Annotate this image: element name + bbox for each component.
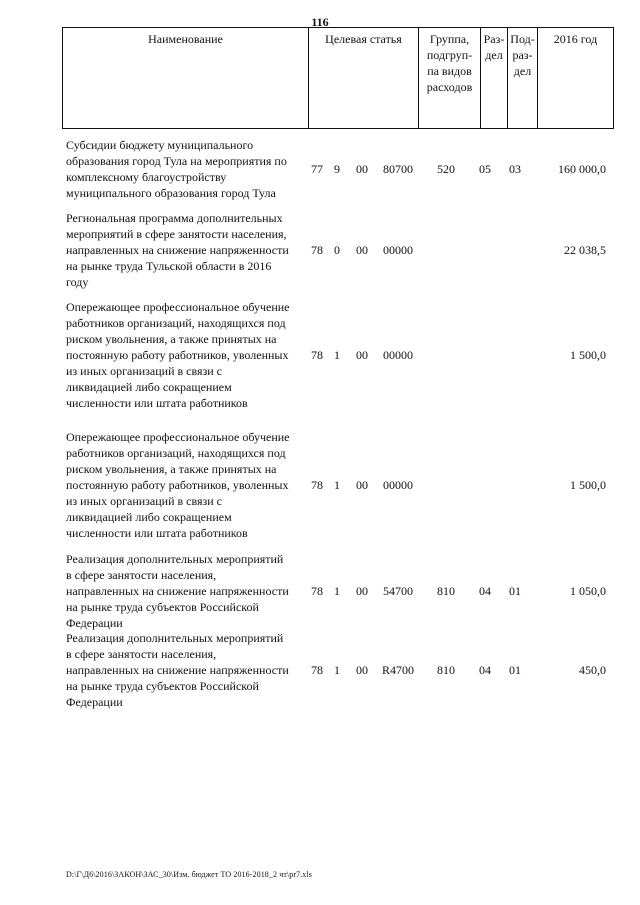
row-name-line: в сфере занятости населения, <box>66 647 217 661</box>
header-podrazdel-line: раз- <box>512 48 533 62</box>
row-amount: 1 050,0 <box>570 584 606 598</box>
row-code-c: 00 <box>356 663 368 677</box>
row-name <box>66 429 308 541</box>
header-razdel-line: Раз- <box>483 32 505 46</box>
row-name-line: направленных на снижение напряженности <box>66 584 289 598</box>
row-code-a: 77 <box>311 162 323 176</box>
row-name-line: направленных на снижение напряженности <box>66 243 289 257</box>
row-amount: 160 000,0 <box>558 162 606 176</box>
row-name-line: на рынке труда субъектов Российской <box>66 679 259 693</box>
row-name-line: риском увольнения, а также принятых на <box>66 332 277 346</box>
row-name-line: на рынке труда Тульской области в 2016 <box>66 259 272 273</box>
row-code-d: 80700 <box>383 162 413 176</box>
header-podrazdel-line: дел <box>513 64 532 78</box>
row-code-a: 78 <box>311 663 323 677</box>
row-name-line: постоянную работу работников, уволенных <box>66 348 289 362</box>
row-name-line: Региональная программа дополнительных <box>66 211 283 225</box>
row-code-a: 78 <box>311 243 323 257</box>
header-group-line: расходов <box>426 80 473 94</box>
row-code-c: 00 <box>356 243 368 257</box>
row-name <box>66 299 308 411</box>
row-code-a: 78 <box>311 584 323 598</box>
row-name-line: году <box>66 275 89 289</box>
row-name-line: постоянную работу работников, уволенных <box>66 478 289 492</box>
page-number: 116 <box>311 15 329 29</box>
row-name-line: ликвидацией либо сокращением <box>66 510 232 524</box>
row-name-line: Субсидии бюджету муниципального <box>66 138 254 152</box>
row-code-d: R4700 <box>381 663 414 677</box>
row-name-line: Опережающее профессиональное обучение <box>66 300 290 314</box>
header-name: Наименование <box>63 28 309 129</box>
row-code-b: 0 <box>334 243 340 257</box>
header-podrazdel <box>508 28 538 129</box>
file-path-footer: D:\Г\Д6\2016\ЗАКОН\ЗАС_30\Изм. бюджет ТО 2016-2018_2 чт\pr7.xls <box>66 870 312 879</box>
row-name-line: образования город Тула на мероприятия по <box>66 154 287 168</box>
row-podrazdel: 01 <box>509 663 521 677</box>
row-code-a: 78 <box>311 478 323 492</box>
row-code-d: 00000 <box>383 478 413 492</box>
header-year: 2016 год <box>538 28 614 129</box>
row-name-line: Реализация дополнительных мероприятий <box>66 631 284 645</box>
header-group <box>419 28 481 129</box>
row-name-line: на рынке труда субъектов Российской <box>66 600 259 614</box>
table-header <box>62 27 613 129</box>
row-name <box>66 137 308 201</box>
row-name-line: Реализация дополнительных мероприятий <box>66 552 284 566</box>
header-razdel <box>481 28 508 129</box>
row-name <box>66 630 308 710</box>
row-code-c: 00 <box>356 478 368 492</box>
row-code-b: 1 <box>334 478 340 492</box>
row-code-b: 9 <box>334 162 340 176</box>
row-amount: 1 500,0 <box>570 478 606 492</box>
row-name-line: направленных на снижение напряженности <box>66 663 289 677</box>
row-code-c: 00 <box>356 584 368 598</box>
row-name-line: риском увольнения, а также принятых на <box>66 462 277 476</box>
header-group-line: па видов <box>427 64 472 78</box>
row-name-line: работников организаций, находящихся под <box>66 446 286 460</box>
header-group-line: Группа, <box>429 32 470 46</box>
row-amount: 450,0 <box>579 663 606 677</box>
header-razdel-line: дел <box>485 48 503 62</box>
row-code-a: 78 <box>311 348 323 362</box>
row-podrazdel: 01 <box>509 584 521 598</box>
row-group: 520 <box>437 162 455 176</box>
row-name-line: мероприятий в сфере занятости населения, <box>66 227 287 241</box>
row-name-line: численности или штата работников <box>66 396 248 410</box>
row-code-d: 00000 <box>383 348 413 362</box>
row-code-b: 1 <box>334 348 340 362</box>
row-code-c: 00 <box>356 162 368 176</box>
row-razdel: 04 <box>479 584 491 598</box>
row-name-line: Опережающее профессиональное обучение <box>66 430 290 444</box>
row-name-line: Федерации <box>66 695 123 709</box>
row-code-b: 1 <box>334 663 340 677</box>
row-name-line: Федерации <box>66 616 123 630</box>
header-group-line: подгруп- <box>426 48 473 62</box>
row-code-d: 00000 <box>383 243 413 257</box>
row-razdel: 04 <box>479 663 491 677</box>
row-name <box>66 551 308 631</box>
row-group: 810 <box>437 584 455 598</box>
row-name-line: муниципального образования город Тула <box>66 186 276 200</box>
row-amount: 1 500,0 <box>570 348 606 362</box>
row-name-line: численности или штата работников <box>66 526 248 540</box>
header-podrazdel-line: Под- <box>510 32 535 46</box>
row-code-c: 00 <box>356 348 368 362</box>
row-razdel: 05 <box>479 162 491 176</box>
row-name-line: работников организаций, находящихся под <box>66 316 286 330</box>
row-podrazdel: 03 <box>509 162 521 176</box>
row-group: 810 <box>437 663 455 677</box>
row-name-line: в сфере занятости населения, <box>66 568 217 582</box>
row-code-d: 54700 <box>383 584 413 598</box>
row-name-line: из иных организаций в связи с <box>66 364 222 378</box>
row-code-b: 1 <box>334 584 340 598</box>
row-name <box>66 210 308 290</box>
header-target: Целевая статья <box>309 28 419 129</box>
row-name-line: из иных организаций в связи с <box>66 494 222 508</box>
row-name-line: комплексному благоустройству <box>66 170 227 184</box>
row-name-line: ликвидацией либо сокращением <box>66 380 232 394</box>
row-amount: 22 038,5 <box>564 243 606 257</box>
